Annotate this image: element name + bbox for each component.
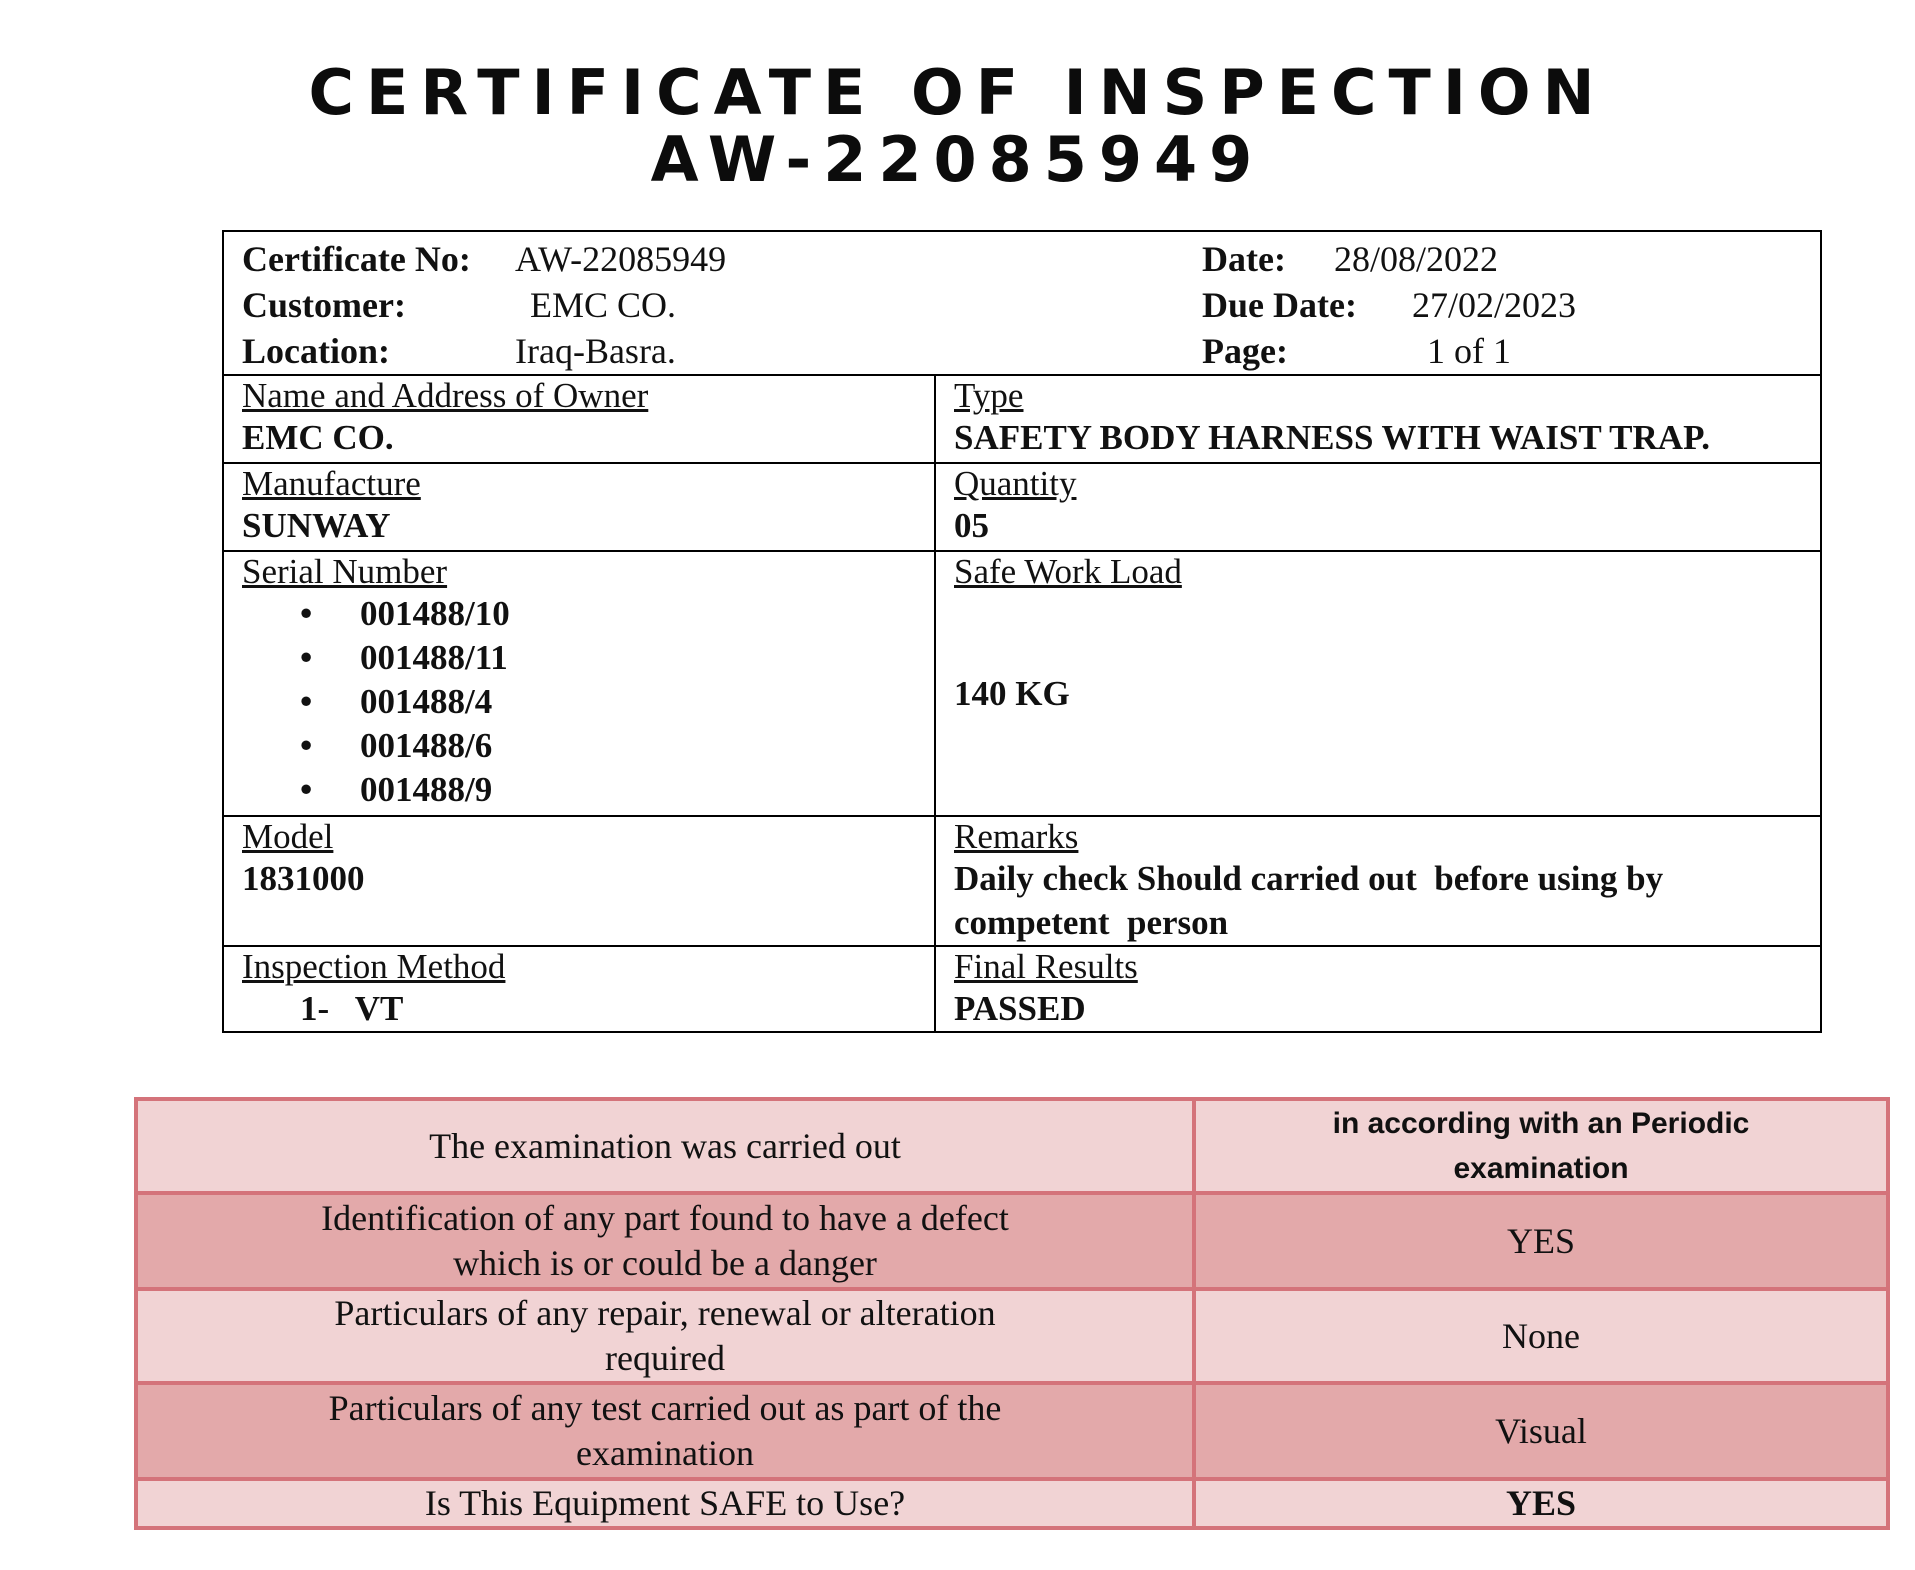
table-row <box>136 1099 1888 1193</box>
model-value: 1831000 <box>242 859 365 898</box>
exam-question <box>136 1099 1194 1193</box>
list-item <box>300 768 916 812</box>
owner-cell <box>223 375 935 463</box>
customer-value: EMC CO. <box>530 285 677 325</box>
exam-answer <box>1194 1099 1888 1193</box>
bullet-icon: • <box>300 594 313 633</box>
serial-cell <box>223 551 935 816</box>
final-results-label: Final Results <box>954 947 1138 986</box>
type-cell <box>935 375 1821 463</box>
serial-value: 001488/11 <box>360 638 508 677</box>
remarks-cell <box>935 816 1821 946</box>
exam-question <box>136 1193 1194 1289</box>
model-label: Model <box>242 817 334 856</box>
list-item <box>300 592 916 636</box>
table-row <box>136 1383 1888 1479</box>
customer-label: Customer: <box>242 285 406 325</box>
list-item <box>300 680 916 724</box>
page-value: 1 of 1 <box>1427 331 1511 371</box>
serial-value: 001488/6 <box>360 726 493 765</box>
quantity-label: Quantity <box>954 464 1077 503</box>
due-date-label: Due Date: <box>1202 285 1357 325</box>
manufacture-value: SUNWAY <box>242 506 391 545</box>
final-results-cell <box>935 946 1821 1032</box>
owner-label: Name and Address of Owner <box>242 376 649 415</box>
inspection-method-cell <box>223 946 935 1032</box>
question-text-line-1: Identification of any part found to have a defect <box>321 1198 1009 1238</box>
remarks-label: Remarks <box>954 817 1079 856</box>
answer-text: Visual <box>1495 1410 1587 1451</box>
location-value: Iraq-Basra. <box>515 331 676 371</box>
list-item <box>300 724 916 768</box>
certificate-no-label: Certificate No: <box>242 239 471 279</box>
question-text-line-1: Particulars of any repair, renewal or alteration <box>334 1293 996 1333</box>
exam-answer <box>1194 1383 1888 1479</box>
answer-text: YES <box>1505 1483 1577 1523</box>
question-text: Is This Equipment SAFE to Use? <box>424 1483 906 1523</box>
certificate-table <box>222 230 1822 1033</box>
question-text-line-2: examination <box>576 1433 754 1473</box>
exam-answer <box>1194 1193 1888 1289</box>
bullet-icon: • <box>300 726 313 765</box>
question-text-line-2: which is or could be a danger <box>453 1243 877 1283</box>
certificate-title: CERTIFICATE OF INSPECTION <box>308 56 1607 129</box>
question-text: The examination was carried out <box>429 1125 901 1166</box>
certificate-header <box>223 231 1821 375</box>
remarks-line-1: Daily check Should carried out before using by <box>954 859 1664 898</box>
final-results-value: PASSED <box>954 989 1086 1028</box>
manufacture-label: Manufacture <box>242 464 421 503</box>
manufacture-cell <box>223 463 935 551</box>
examination-table <box>134 1097 1890 1530</box>
exam-answer <box>1194 1289 1888 1383</box>
list-item <box>300 636 916 680</box>
safe-work-load-value: 140 KG <box>954 674 1070 713</box>
table-row <box>136 1193 1888 1289</box>
quantity-cell <box>935 463 1821 551</box>
serial-value: 001488/4 <box>360 682 493 721</box>
due-date-value: 27/02/2023 <box>1412 285 1577 325</box>
answer-text-line-2: examination <box>1453 1152 1629 1185</box>
bullet-icon: • <box>300 638 313 677</box>
serial-list <box>242 592 916 812</box>
remarks-line-2: competent person <box>954 903 1229 942</box>
type-value: SAFETY BODY HARNESS WITH WAIST TRAP. <box>954 418 1710 457</box>
serial-value: 001488/10 <box>360 594 510 633</box>
answer-text: YES <box>1506 1220 1575 1261</box>
safe-work-load-label: Safe Work Load <box>954 552 1182 591</box>
exam-answer <box>1194 1479 1888 1528</box>
answer-text-line-1: in according with an Periodic <box>1332 1107 1750 1140</box>
answer-text: None <box>1502 1315 1580 1356</box>
certificate-number-title: AW-22085949 <box>650 123 1265 196</box>
exam-question <box>136 1479 1194 1528</box>
safe-work-load-cell <box>935 551 1821 816</box>
bullet-icon: • <box>300 682 313 721</box>
page-label: Page: <box>1202 331 1288 371</box>
date-label: Date: <box>1202 239 1286 279</box>
model-cell <box>223 816 935 946</box>
inspection-method-value: 1- VT <box>300 989 404 1028</box>
question-text-line-1: Particulars of any test carried out as part of the <box>328 1388 1002 1428</box>
serial-value: 001488/9 <box>360 770 493 809</box>
type-label: Type <box>954 376 1024 415</box>
exam-question <box>136 1383 1194 1479</box>
bullet-icon: • <box>300 770 313 809</box>
table-row <box>136 1289 1888 1383</box>
inspection-method-label: Inspection Method <box>242 947 506 986</box>
exam-question <box>136 1289 1194 1383</box>
serial-label: Serial Number <box>242 552 448 591</box>
date-value: 28/08/2022 <box>1334 239 1499 279</box>
certificate-no-value: AW-22085949 <box>515 239 727 279</box>
quantity-value: 05 <box>954 506 989 545</box>
table-row <box>136 1479 1888 1528</box>
location-label: Location: <box>242 331 390 371</box>
owner-value: EMC CO. <box>242 418 394 457</box>
question-text-line-2: required <box>605 1338 725 1378</box>
